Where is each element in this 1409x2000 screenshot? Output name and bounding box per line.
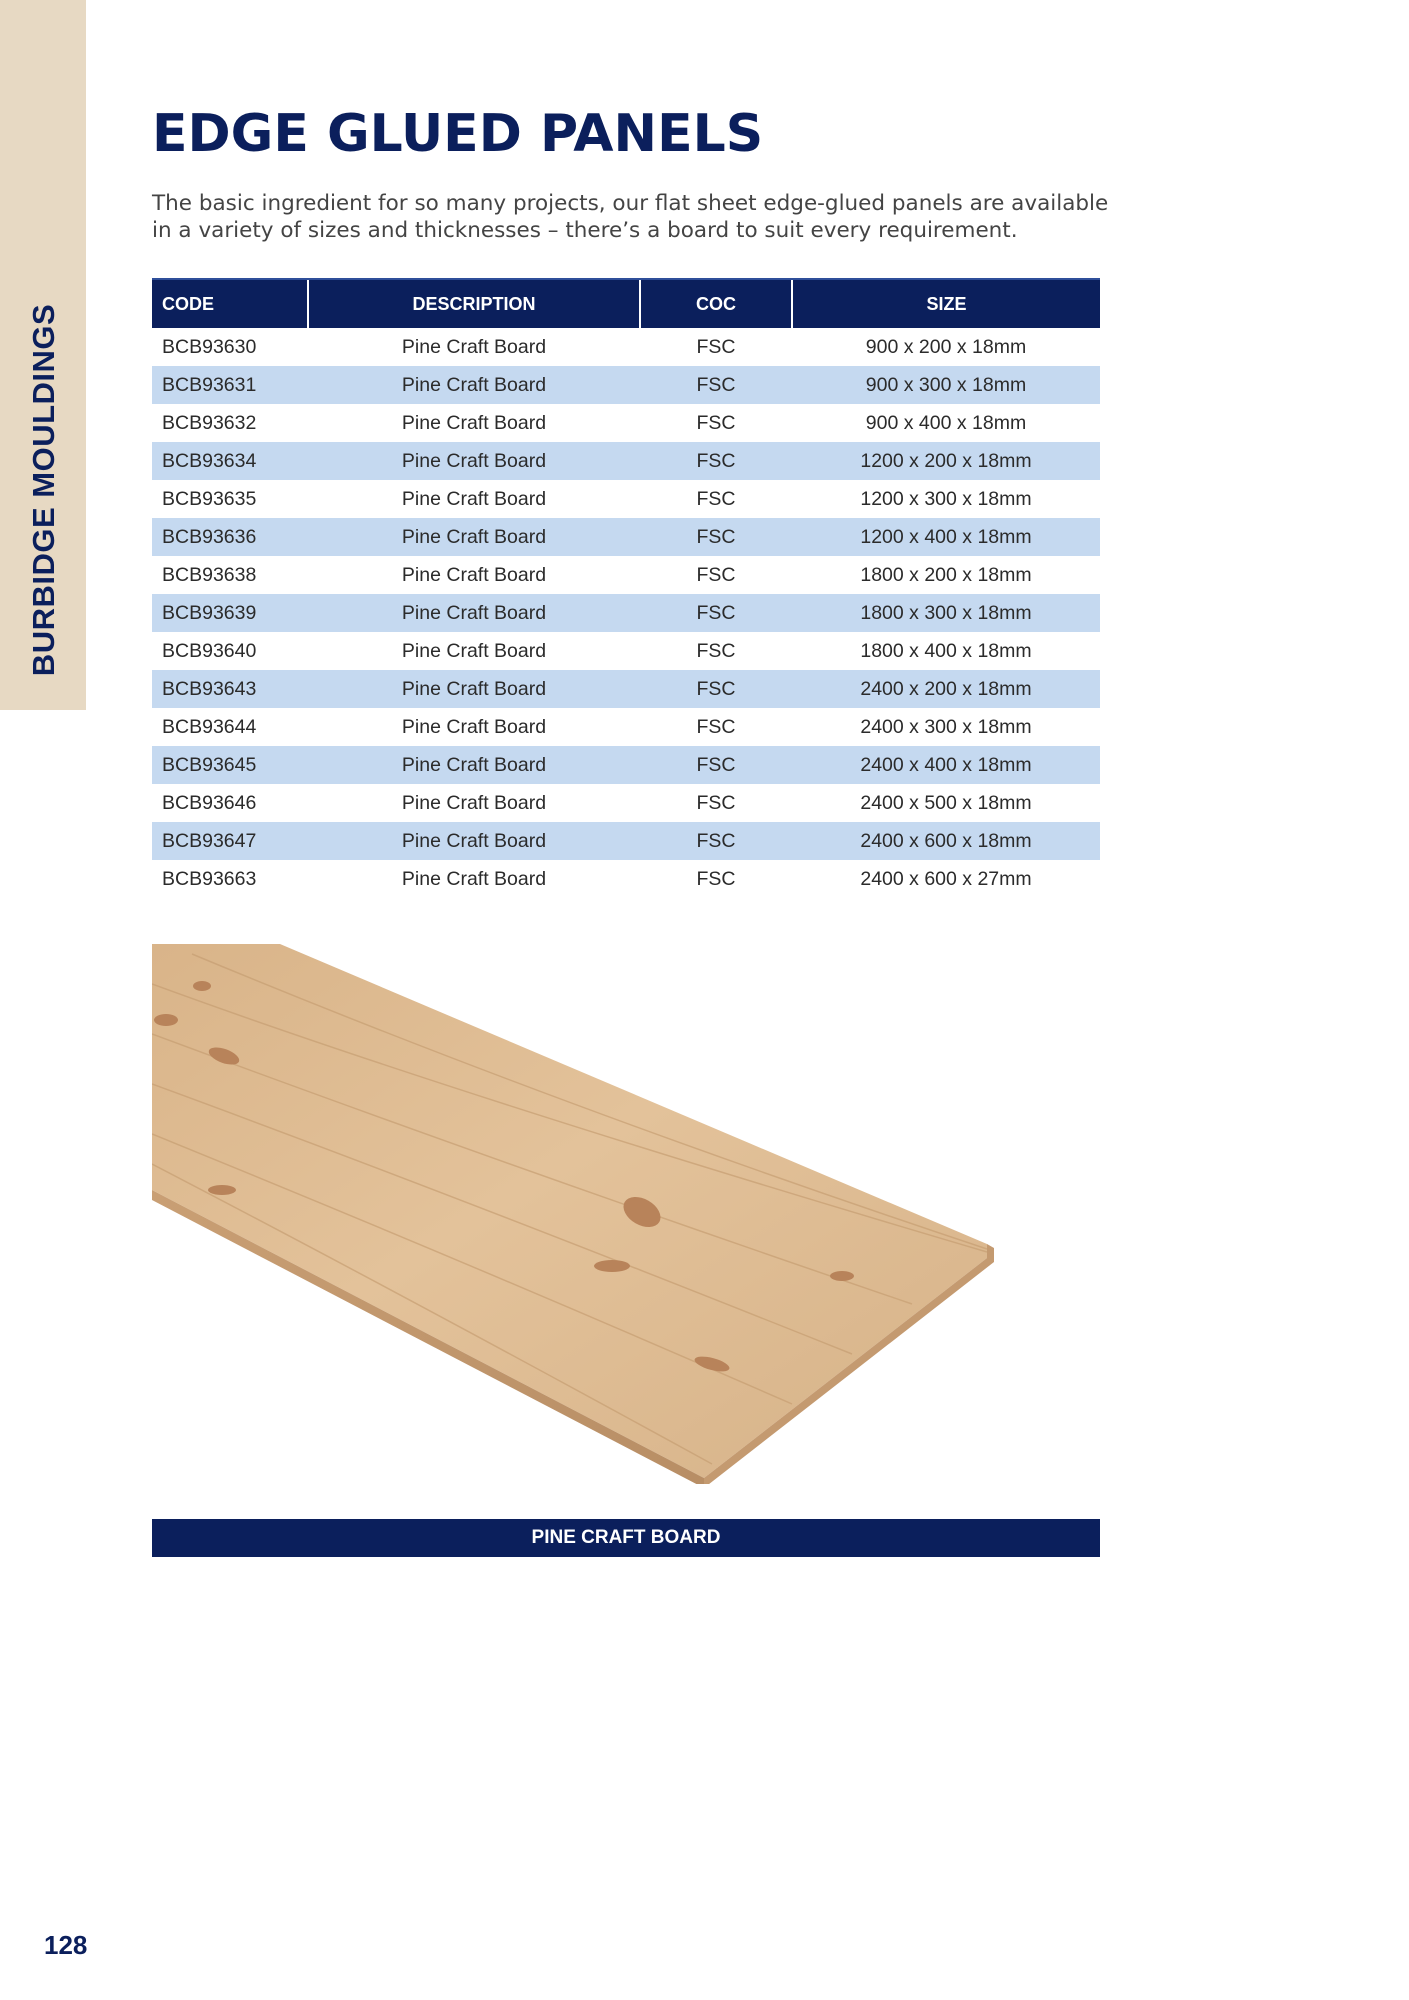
header-coc: COC <box>640 279 792 328</box>
cell-coc: FSC <box>640 518 792 556</box>
table-row <box>152 328 1100 366</box>
intro-line-2: in a variety of sizes and thicknesses – there’s a board to suit every requirement. <box>152 218 1018 243</box>
cell-code: BCB93644 <box>162 715 257 738</box>
cell-size: 2400 x 300 x 18mm <box>860 715 1032 738</box>
cell-coc: FSC <box>640 746 792 784</box>
cell-coc: FSC <box>696 335 736 358</box>
cell-coc: FSC <box>696 715 736 738</box>
cell-coc: FSC <box>696 867 736 890</box>
cell-description: Pine Craft Board <box>401 867 547 890</box>
cell-code: BCB93634 <box>152 442 308 480</box>
page-title: EDGE GLUED PANELS <box>152 104 764 164</box>
cell-description: Pine Craft Board <box>401 563 547 586</box>
cell-coc: FSC <box>640 442 792 480</box>
cell-coc: FSC <box>696 487 736 510</box>
side-section-tab <box>0 0 86 710</box>
cell-coc: FSC <box>696 791 736 814</box>
table-row <box>152 594 1100 632</box>
cell-code: BCB93643 <box>152 670 308 708</box>
side-tab-label: BURBIDGE MOULDINGS <box>26 303 61 677</box>
cell-coc: FSC <box>696 411 736 434</box>
cell-size: 1200 x 200 x 18mm <box>792 442 1100 480</box>
cell-coc: FSC <box>640 366 792 404</box>
cell-description: Pine Craft Board <box>308 670 640 708</box>
cell-description: Pine Craft Board <box>308 594 640 632</box>
cell-description: Pine Craft Board <box>401 791 547 814</box>
cell-size: 2400 x 400 x 18mm <box>792 746 1100 784</box>
intro-paragraph <box>152 190 1112 244</box>
cell-description: Pine Craft Board <box>401 335 547 358</box>
cell-code: BCB93636 <box>152 518 308 556</box>
cell-size: 900 x 200 x 18mm <box>865 335 1027 358</box>
table-row <box>152 480 1100 518</box>
cell-size: 2400 x 500 x 18mm <box>860 791 1032 814</box>
table-row <box>152 442 1100 480</box>
cell-description: Pine Craft Board <box>401 639 547 662</box>
cell-code: BCB93645 <box>152 746 308 784</box>
cell-size: 1200 x 400 x 18mm <box>792 518 1100 556</box>
cell-coc: FSC <box>696 563 736 586</box>
cell-size: 2400 x 600 x 27mm <box>860 867 1032 890</box>
table-row <box>152 860 1100 898</box>
table-header-row <box>152 279 1100 328</box>
header-code: CODE <box>152 279 308 328</box>
product-table <box>152 278 1100 898</box>
image-caption: PINE CRAFT BOARD <box>531 1527 721 1548</box>
header-description: DESCRIPTION <box>308 279 640 328</box>
table-row <box>152 746 1100 784</box>
cell-code: BCB93638 <box>162 563 257 586</box>
board-top-face <box>152 944 987 1478</box>
cell-description: Pine Craft Board <box>308 746 640 784</box>
cell-code: BCB93632 <box>162 411 257 434</box>
table-row <box>152 784 1100 822</box>
cell-size: 1800 x 200 x 18mm <box>860 563 1032 586</box>
cell-code: BCB93639 <box>152 594 308 632</box>
page-number: 128 <box>44 1930 88 1960</box>
intro-line-1: The basic ingredient for so many projects, our flat sheet edge-glued panels are available <box>152 191 1109 216</box>
header-size: SIZE <box>792 279 1100 328</box>
cell-description: Pine Craft Board <box>308 822 640 860</box>
cell-description: Pine Craft Board <box>401 411 547 434</box>
cell-code: BCB93646 <box>162 791 257 814</box>
cell-size: 900 x 400 x 18mm <box>865 411 1027 434</box>
cell-code: BCB93635 <box>162 487 257 510</box>
cell-size: 2400 x 200 x 18mm <box>792 670 1100 708</box>
cell-coc: FSC <box>640 822 792 860</box>
cell-description: Pine Craft Board <box>401 715 547 738</box>
cell-size: 1800 x 300 x 18mm <box>792 594 1100 632</box>
cell-description: Pine Craft Board <box>308 442 640 480</box>
cell-size: 1200 x 300 x 18mm <box>860 487 1032 510</box>
cell-code: BCB93640 <box>162 639 257 662</box>
cell-size: 900 x 300 x 18mm <box>792 366 1100 404</box>
cell-size: 1800 x 400 x 18mm <box>860 639 1032 662</box>
image-caption-bar <box>152 1519 1100 1557</box>
cell-description: Pine Craft Board <box>308 518 640 556</box>
table-row <box>152 708 1100 746</box>
cell-coc: FSC <box>640 594 792 632</box>
cell-code: BCB93631 <box>152 366 308 404</box>
table-row <box>152 670 1100 708</box>
table-row <box>152 556 1100 594</box>
cell-code: BCB93663 <box>162 867 257 890</box>
cell-coc: FSC <box>640 670 792 708</box>
cell-description: Pine Craft Board <box>401 487 547 510</box>
table-row <box>152 822 1100 860</box>
cell-description: Pine Craft Board <box>308 366 640 404</box>
cell-size: 2400 x 600 x 18mm <box>792 822 1100 860</box>
table-row <box>152 632 1100 670</box>
cell-code: BCB93647 <box>152 822 308 860</box>
cell-coc: FSC <box>696 639 736 662</box>
table-row <box>152 518 1100 556</box>
cell-code: BCB93630 <box>162 335 257 358</box>
table-row <box>152 366 1100 404</box>
table-row <box>152 404 1100 442</box>
pine-board-image <box>152 944 1000 1484</box>
